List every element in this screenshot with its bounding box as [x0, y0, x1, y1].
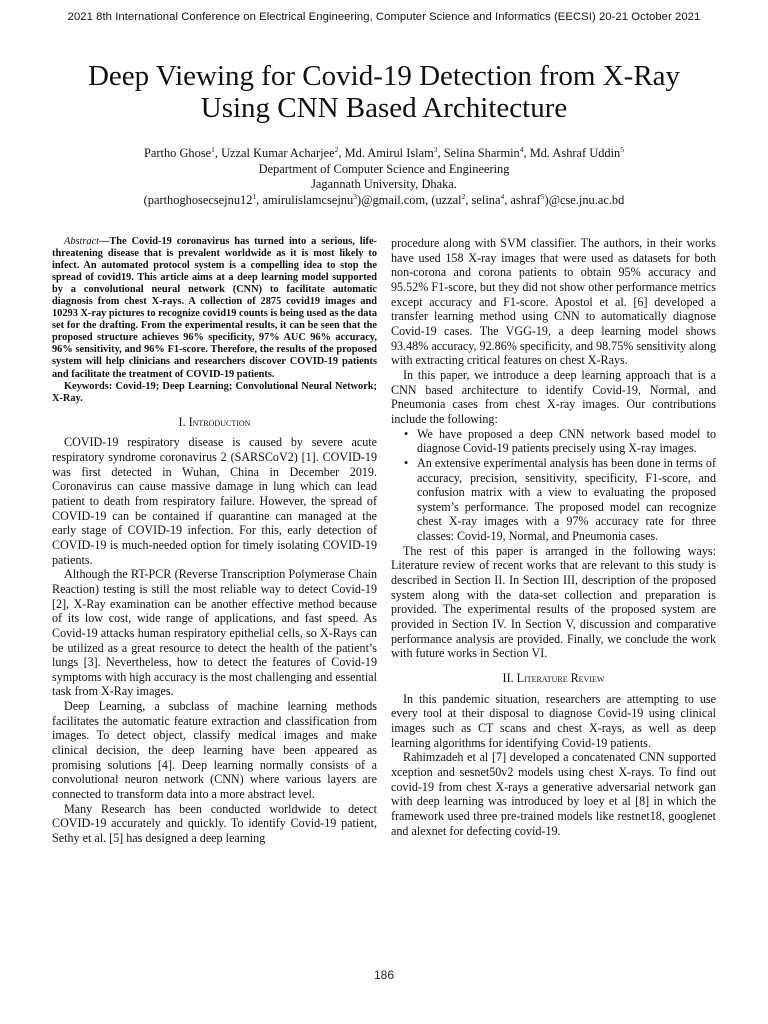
department: Department of Computer Science and Engineering: [258, 161, 510, 176]
intro-paragraph-4: Many Research has been conducted worldwide to detect COVID-19 accurately and quickly. To identify Covid-19 patient, Sethy et al. [5] has designed a deep learning: [52, 801, 377, 846]
email-sup: 1: [252, 191, 257, 201]
contributions-list: [391, 427, 716, 544]
email-text: )@cse.jnu.ac.bd: [544, 192, 625, 207]
right-column: [391, 236, 716, 838]
list-item: [404, 426, 716, 456]
author-affil: 2: [334, 145, 339, 154]
email-sup: 4: [500, 191, 505, 201]
title-line-1: Deep Viewing for Covid-19 Detection from X-Ray: [87, 60, 681, 92]
abstract-text: —The Covid-19 coronavirus has turned into a serious, life-threatening disease that is prevalent worldwide as it is most likely to infect. An automated protocol system is a compelling idea to stop the spread of covid19. This article aims at a deep learning model supported by a convolutional neural network (CNN) to facilitate automatic diagnosis from chest X-rays. A collection of 2875 covid19 images and 10293 X-ray pictures to recognize covid19 counts is being used as the data set for the drafting. From the experimental results, it can be seen that the proposed structure achieves 96% specificity, 97% AUC 96% accuracy, 96% sensitivity, and 96% F1-score. Therefore, the results of the proposed system will help clinicians and researchers discover COVID-19 patients and facilitate the treatment of COVID-19 patients.: [52, 236, 377, 380]
contribution-intro: In this paper, we introduce a deep learning approach that is a CNN based architecture to identify Covid-19, Normal, and Pneumonia cases from chest X-ray images. Our contributions include the following:: [391, 367, 716, 426]
author-name: Selina Sharmin: [443, 146, 520, 160]
author-name: Partho Ghose: [144, 146, 212, 160]
abstract-label: Abstract: [64, 236, 100, 247]
email-text: , selina: [465, 192, 501, 207]
author-name: Md. Amirul Islam: [344, 146, 434, 160]
left-column: [52, 236, 377, 846]
author-name: Uzzal Kumar Acharjee: [221, 146, 335, 160]
continuation-paragraph: procedure along with SVM classifier. The authors, in their works have used 158 X-ray images that were used as datasets for both non-corona and corona patients to obtain 95% accuracy and 95.52% F1-score, but they did not show other performance metrics except accuracy and F1-score. Apostol et al. [6] developed a transfer learning method using CNN to automatically diagnose Covid-19 cases. The VGG-19, a deep learning model shows 93.48% accuracy, 92.86% specificity, and 98.75% sensitivity along with extracting critical features on chest X-Rays.: [391, 236, 716, 368]
page-number: 186: [373, 968, 395, 982]
organization-paragraph: The rest of this paper is arranged in the following ways: Literature review of recent works that are relevant to this study is described in Section II. In Section III, description of the proposed system along with the data-set collection and preparation is provided. The experimental results of the proposed system are provided in Section IV. In Section V, discussion and comparative performance analysis are provided. Finally, we conclude the work with future works in Section VI.: [391, 543, 716, 661]
email-text: , ashraf: [504, 192, 541, 207]
section-heading-introduction: [52, 415, 377, 430]
email-sup: 3: [353, 191, 357, 201]
email-text: )@gmail.com, (uzzal: [356, 192, 462, 207]
author-name: Md. Ashraf Uddin: [529, 146, 621, 160]
author-affil: 5: [620, 145, 624, 154]
intro-paragraph-3: Deep Learning, a subclass of machine learning methods facilitates the automatic feature extraction and classification from images. To detect object, classify medical images and make clinical decision, the deep learning have been appeared as promising solutions [4]. Deep learning normally consists of a convolutional neuron network (CNN) where various layers are connected to transform data into a more abstract level.: [52, 699, 377, 802]
email-text: , amirulislamcsejnu: [256, 192, 354, 207]
university: Jagannath University, Dhaka.: [311, 177, 457, 191]
author-affil: 1: [211, 145, 215, 154]
email-text: (parthoghosecsejnu12: [143, 192, 253, 207]
author-block: [30, 146, 738, 208]
intro-paragraph-2: Although the RT-PCR (Reverse Transcription Polymerase Chain Reaction) testing is still the most reliable way to detect Covid-19 [2], X-Ray examination can be another effective method because of its low cost, wide range of applications, and fast speed. As Covid-19 attacks human respiratory epithelial cells, so X-Rays can be utilized as a great resource to detect the health of the patient’s lungs [3]. Nevertheless, how to detect the features of Covid-19 symptoms with high accuracy is the most challenging and essential task from X-Ray images.: [52, 567, 377, 699]
keywords: Keywords: Covid-19; Deep Learning; Convolutional Neural Network; X-Ray.: [52, 380, 377, 404]
author-names: [30, 146, 738, 162]
list-item: [404, 455, 716, 544]
section-number: II.: [502, 671, 517, 686]
bullet-icon: •: [404, 455, 409, 470]
author-sep: ,: [437, 146, 444, 160]
section-title: Literature Review: [516, 671, 605, 686]
author-affil: 4: [519, 145, 524, 154]
author-affil: 3: [433, 145, 438, 154]
intro-paragraph-1: COVID-19 respiratory disease is caused by severe acute respiratory syndrome coronavirus 2 (SARSCoV2) [1]. COVID-19 was first detected in Wuhan, China in December 2019. Coronavirus can cause massive damage in lung which can lead patient to death from respiratory failure. However, the spread of COVID-19 can be contained if quarantine can managed at the early stage of COVID-19 infection. For this, early detection of COVID-19 is much-needed option for timely isolating COVID-19 patients.: [52, 435, 377, 567]
email-sup: 5: [540, 191, 545, 201]
abstract: [52, 236, 377, 381]
author-sep: ,: [214, 146, 222, 160]
section-title: Introduction: [188, 414, 251, 429]
literature-paragraph-1: In this pandemic situation, researchers are attempting to use every tool at their disposal to diagnose Covid-19 using clinical images such as CT scans and chest X-rays, as well as deep learning algorithms for identifying Covid-19 patients.: [391, 691, 716, 750]
author-sep: ,: [523, 146, 530, 160]
email-sup: 2: [461, 191, 466, 201]
literature-paragraph-2: Rahimzadeh et al [7] developed a concatenated CNN supported xception and sesnet50v2 models using chest X-rays. To find out covid-19 from chest X-rays a generative adversarial network gan with deep learning was introduced by loey et al [8] in which the framework used three pre-trained models like restnet18, googlenet and alexnet for defecting covid-19.: [391, 750, 716, 838]
author-sep: ,: [338, 146, 345, 160]
section-number: I.: [178, 414, 189, 429]
author-emails: [30, 193, 738, 209]
paper-title: [30, 60, 738, 124]
title-line-2: Using CNN Based Architecture: [200, 92, 568, 124]
section-heading-literature-review: [391, 671, 716, 686]
conference-header: 2021 8th International Conference on Electrical Engineering, Computer Science and Informatics (EECSI) 20-21 October 2021: [67, 11, 701, 23]
list-item-text: An extensive experimental analysis has been done in terms of accuracy, precision, sensitivity, specificity, F1-score, and confusion matrix with a view to evaluating the proposed system’s performance. The proposed model can recognize chest X-ray images with a 97% accuracy rate for three classes: Covid-19, Normal, and Pneumonia cases.: [417, 455, 716, 544]
list-item-text: We have proposed a deep CNN network based model to diagnose Covid-19 patients precisely using X-ray images.: [417, 426, 716, 456]
bullet-icon: •: [404, 426, 409, 441]
